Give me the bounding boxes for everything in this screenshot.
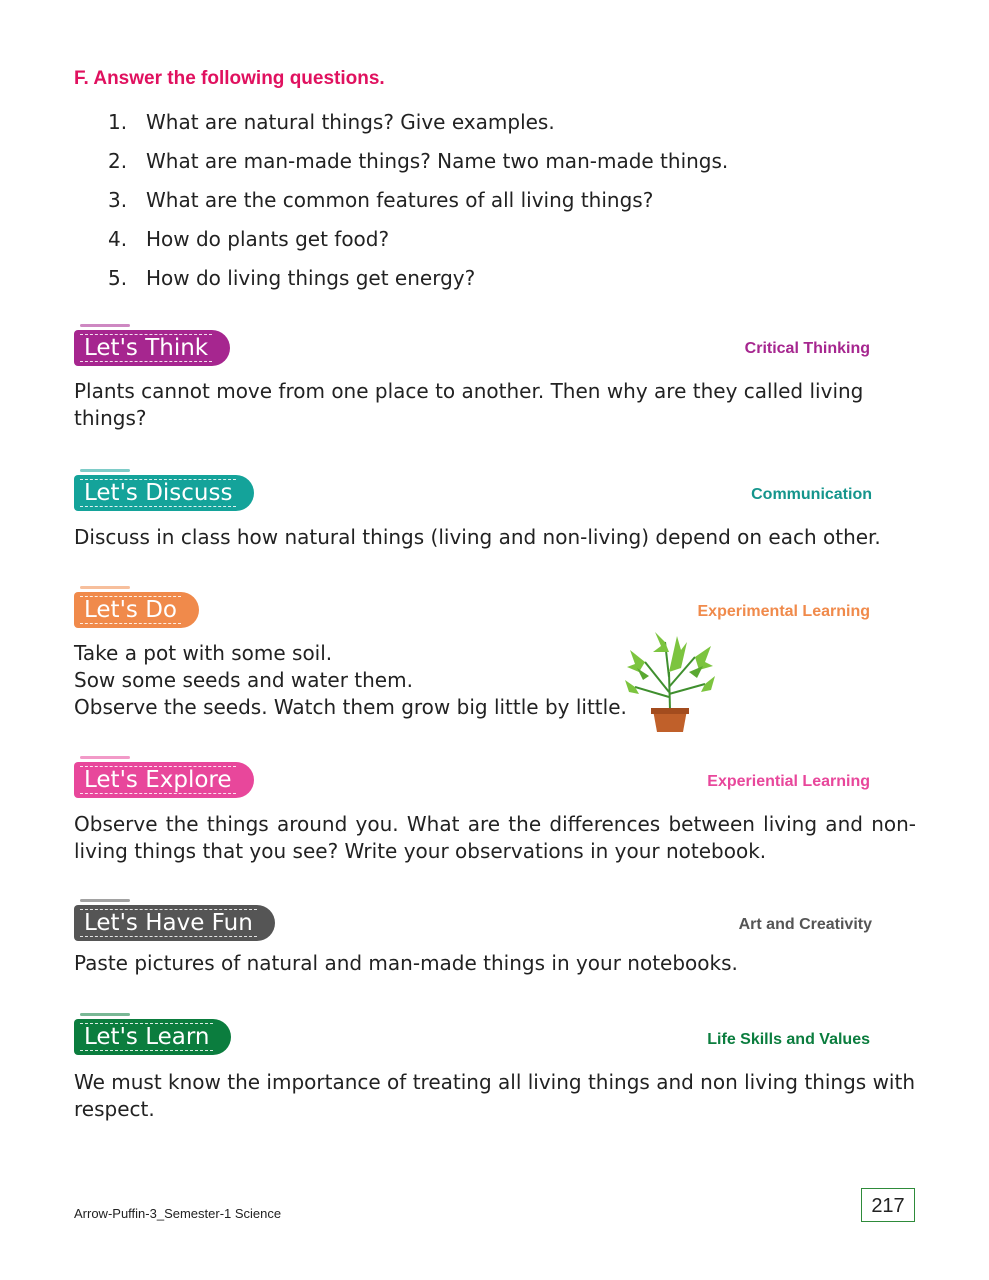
life-skills-label: Life Skills and Values: [707, 1031, 870, 1048]
potted-plant-illustration: [625, 632, 715, 737]
lets-discuss-tab: Let's Discuss: [74, 475, 254, 511]
tab-decoration: [80, 586, 130, 589]
section-f-heading: F. Answer the following questions.: [74, 68, 385, 89]
critical-thinking-label: Critical Thinking: [744, 340, 870, 357]
discuss-text: Discuss in class how natural things (living and non-living) depend on each other.: [74, 525, 881, 549]
question-item: 1. What are natural things? Give examples.: [108, 110, 555, 134]
lets-explore-tab: Let's Explore: [74, 762, 254, 798]
do-text: Take a pot with some soil. Sow some seeds and water them. Observe the seeds. Watch them grow big little by little.: [74, 641, 627, 719]
lets-learn-tab: Let's Learn: [74, 1019, 231, 1055]
question-item: 5. How do living things get energy?: [108, 266, 476, 290]
fun-text: Paste pictures of natural and man-made things in your notebooks.: [74, 951, 738, 975]
tab-decoration: [80, 324, 130, 327]
communication-label: Communication: [751, 486, 872, 503]
art-and-creativity-label: Art and Creativity: [738, 916, 872, 933]
tab-decoration: [80, 1013, 130, 1016]
tab-decoration: [80, 469, 130, 472]
explore-text: Observe the things around you. What are the differences between living and non-living things that you see? Write your observations in your notebook.: [74, 812, 916, 863]
question-item: 4. How do plants get food?: [108, 227, 390, 251]
lets-do-tab: Let's Do: [74, 592, 199, 628]
learn-text: We must know the importance of treating all living things and non living things with respect.: [74, 1070, 916, 1121]
page-number: 217: [861, 1188, 915, 1222]
book-title-footer: Arrow-Puffin-3_Semester-1 Science: [74, 1206, 282, 1221]
lets-think-tab: Let's Think: [74, 330, 230, 366]
tab-decoration: [80, 899, 130, 902]
experimental-learning-label: Experimental Learning: [697, 603, 870, 620]
lets-have-fun-tab: Let's Have Fun: [74, 905, 275, 941]
question-item: 2. What are man-made things? Name two man-made things.: [108, 149, 729, 173]
question-list: [108, 103, 728, 298]
experiential-learning-label: Experiential Learning: [707, 773, 870, 790]
tab-decoration: [80, 756, 130, 759]
think-text: Plants cannot move from one place to another. Then why are they called living things?: [74, 379, 864, 430]
question-item: 3. What are the common features of all living things?: [108, 188, 654, 212]
